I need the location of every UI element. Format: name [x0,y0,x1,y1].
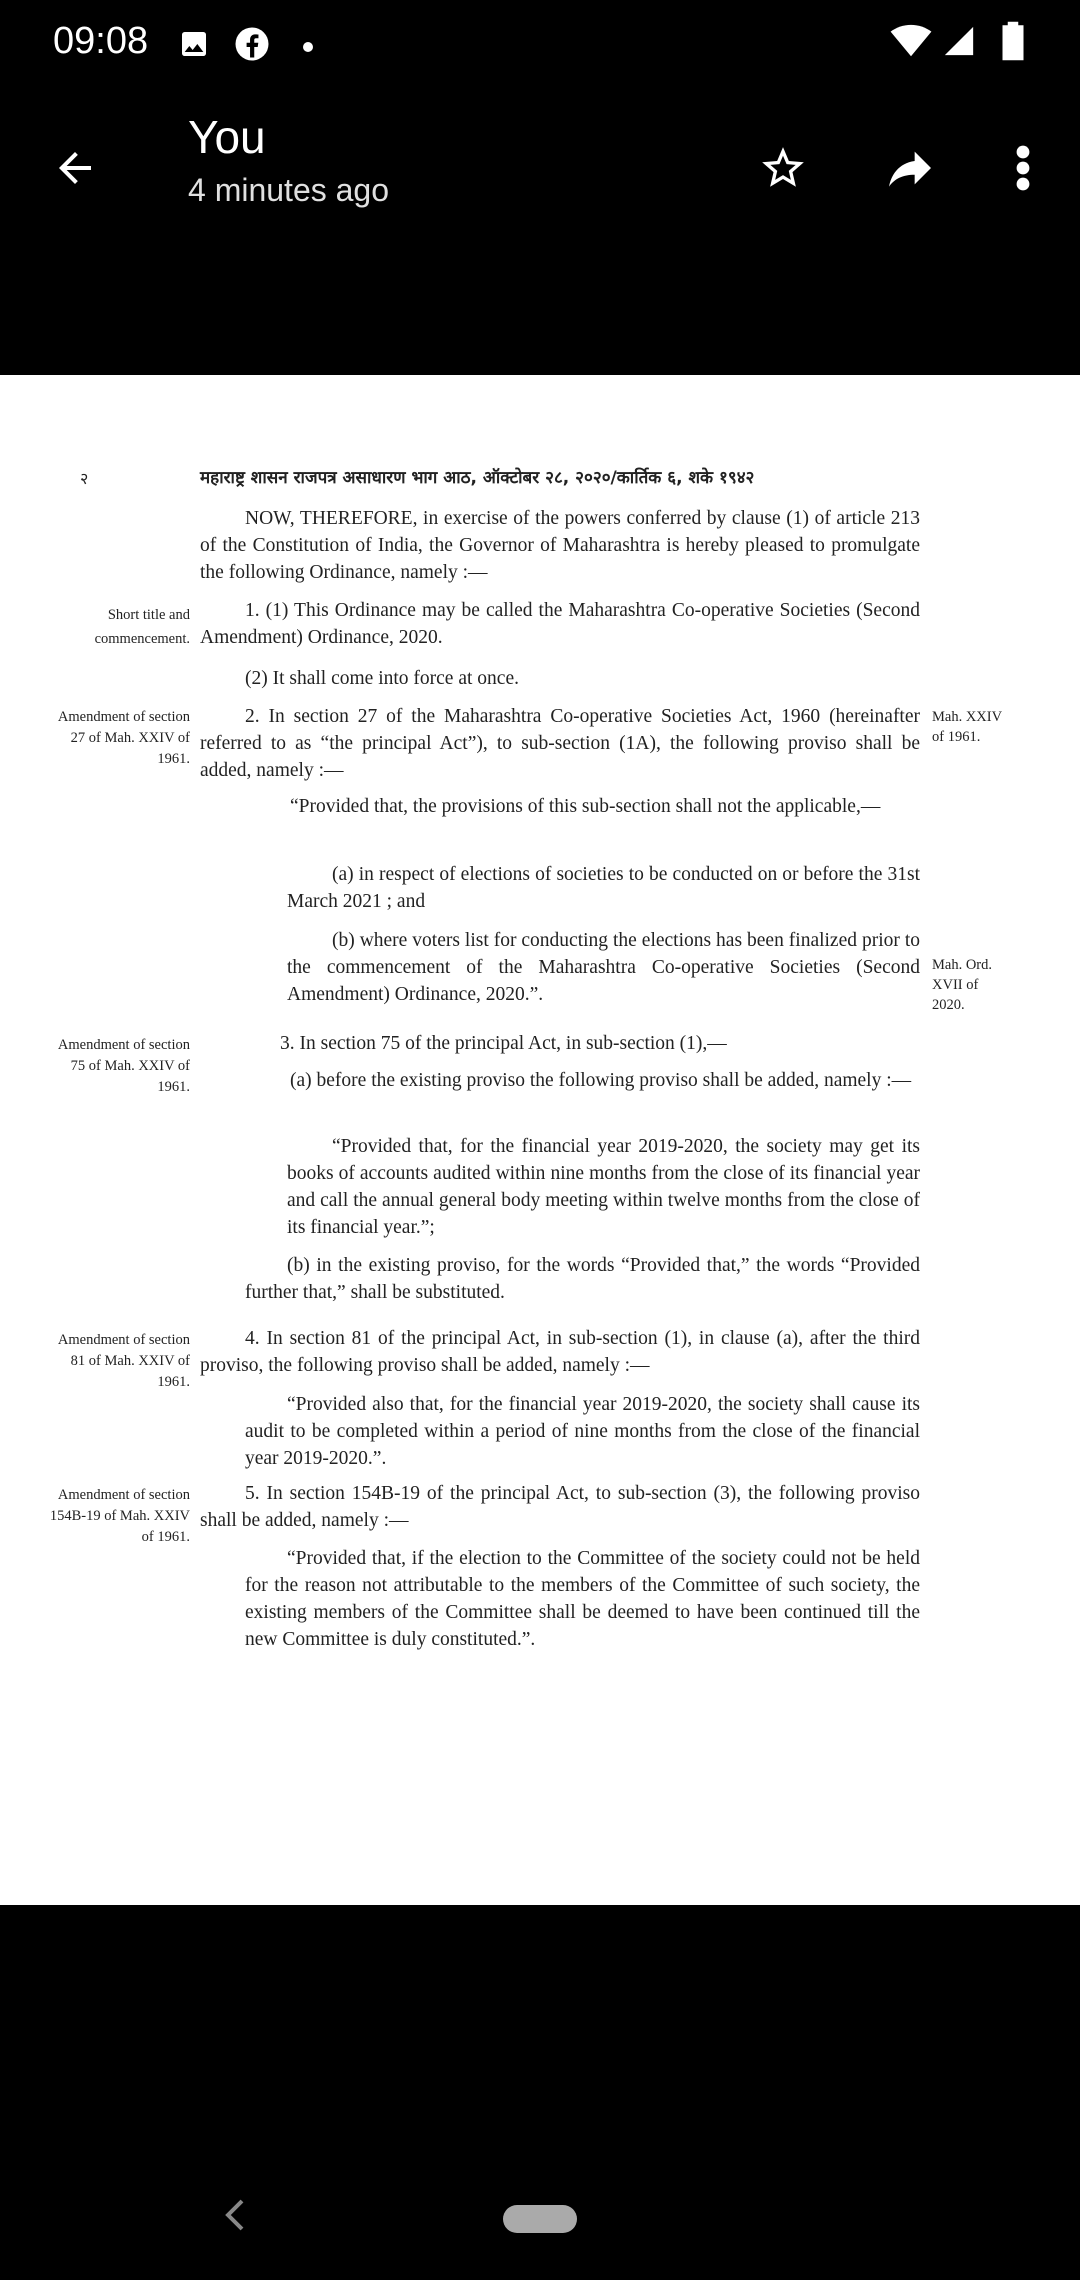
section-1-para-1: 1. (1) This Ordinance may be called the Maharashtra Co-operative Societies (Second Amendment) Ordinance, 2020. [200,600,920,648]
margin-note-section-1: Short title and commencement. [94,607,190,647]
back-arrow-icon [51,144,99,197]
margin-note-right-2: Mah. Ord. XVII of 2020. [932,957,993,1013]
star-button[interactable] [743,130,823,210]
more-vert-icon [1015,144,1031,197]
section-3-para-4: (b) in the existing proviso, for the words “Provided that,” the words “Provided further that,” shall be substituted. [245,1255,920,1303]
status-bar [0,0,1080,90]
gazette-header: महाराष्ट्र शासन राजपत्र असाधारण भाग आठ, ऑक्टोबर २८, २०२०/कार्तिक ६, शके १९४२ [200,468,755,488]
section-4-para-1: 4. In section 81 of the principal Act, in sub-section (1), in clause (a), after the third proviso, the following proviso shall be added, namely :— [200,1328,920,1376]
margin-note-right-1: Mah. XXIV of 1961. [932,709,1002,745]
home-pill[interactable] [503,2205,577,2233]
margin-note-section-2: Amendment of section 27 of Mah. XXIV of 1961. [57,709,190,767]
star-icon [758,143,808,198]
section-2-para-4: (b) where voters list for conducting the elections has been finalized prior to the commencement of the Maharashtra Co-operative Societies (Second Amendment) Ordinance, 2020.”. [287,930,920,1005]
app-bar [0,90,1080,375]
wifi-icon [890,24,932,63]
app-bar-subtitle: 4 minutes ago [188,172,390,208]
nav-back-button[interactable] [220,2195,270,2245]
section-2-para-1: 2. In section 27 of the Maharashtra Co-operative Societies Act, 1960 (hereinafter referred to as “the principal Act”), to sub-section (1A), the following proviso shall be added, namely :— [200,706,920,781]
back-button[interactable] [35,130,115,210]
preamble: NOW, THEREFORE, in exercise of the powers conferred by clause (1) of article 213 of the Constitution of India, the Governor of Maharashtra is hereby pleased to promulgate the following Ordinance, namely :— [200,508,920,583]
document-page[interactable] [0,375,1080,1905]
section-1-para-2: (2) It shall come into force at once. [245,668,519,689]
margin-note-section-3: Amendment of section 75 of Mah. XXIV of 1961. [57,1037,190,1095]
battery-icon [1000,20,1026,67]
section-3-para-3: “Provided that, for the financial year 2019-2020, the society may get its books of accounts audited within nine months from the close of its financial year and call the annual general body meeting within twelve months from the close of its financial year.”; [287,1136,920,1238]
section-3-para-2: (a) before the existing proviso the following proviso shall be added, namely :— [290,1070,912,1091]
signal-icon [942,24,976,63]
image-icon [178,28,210,65]
status-time: 09:08 [53,20,149,62]
section-5-para-1: 5. In section 154B-19 of the principal Act, to sub-section (3), the following proviso shall be added, namely :— [200,1483,920,1531]
section-2-para-2: “Provided that, the provisions of this sub-section shall not the applicable,— [290,796,881,817]
nav-back-icon [220,2222,250,2239]
margin-note-section-5: Amendment of section 154B-19 of Mah. XXIV of 1961. [49,1487,190,1545]
more-options-button[interactable] [983,130,1063,210]
section-2-para-3: (a) in respect of elections of societies to be conducted on or before the 31st March 2021 ; and [287,864,920,912]
share-button[interactable] [870,130,950,210]
app-bar-title: You [188,111,266,163]
notification-dot-icon [303,39,313,57]
page-number: २ [80,469,89,488]
facebook-icon [234,26,270,67]
section-5-para-2: “Provided that, if the election to the Committee of the society could not be held for the reason not attributable to the members of the Committee of such society, the existing members of the Committee shall be deemed to have been continued till the new Committee is duly constituted.”. [245,1548,920,1650]
margin-note-section-4: Amendment of section 81 of Mah. XXIV of 1961. [57,1332,190,1390]
section-3-para-1: 3. In section 75 of the principal Act, in sub-section (1),— [280,1033,727,1054]
share-icon [882,140,938,201]
section-4-para-2: “Provided also that, for the financial year 2019-2020, the society shall cause its audit to be completed within a period of nine months from the close of the financial year 2019-2020.”. [245,1394,920,1469]
